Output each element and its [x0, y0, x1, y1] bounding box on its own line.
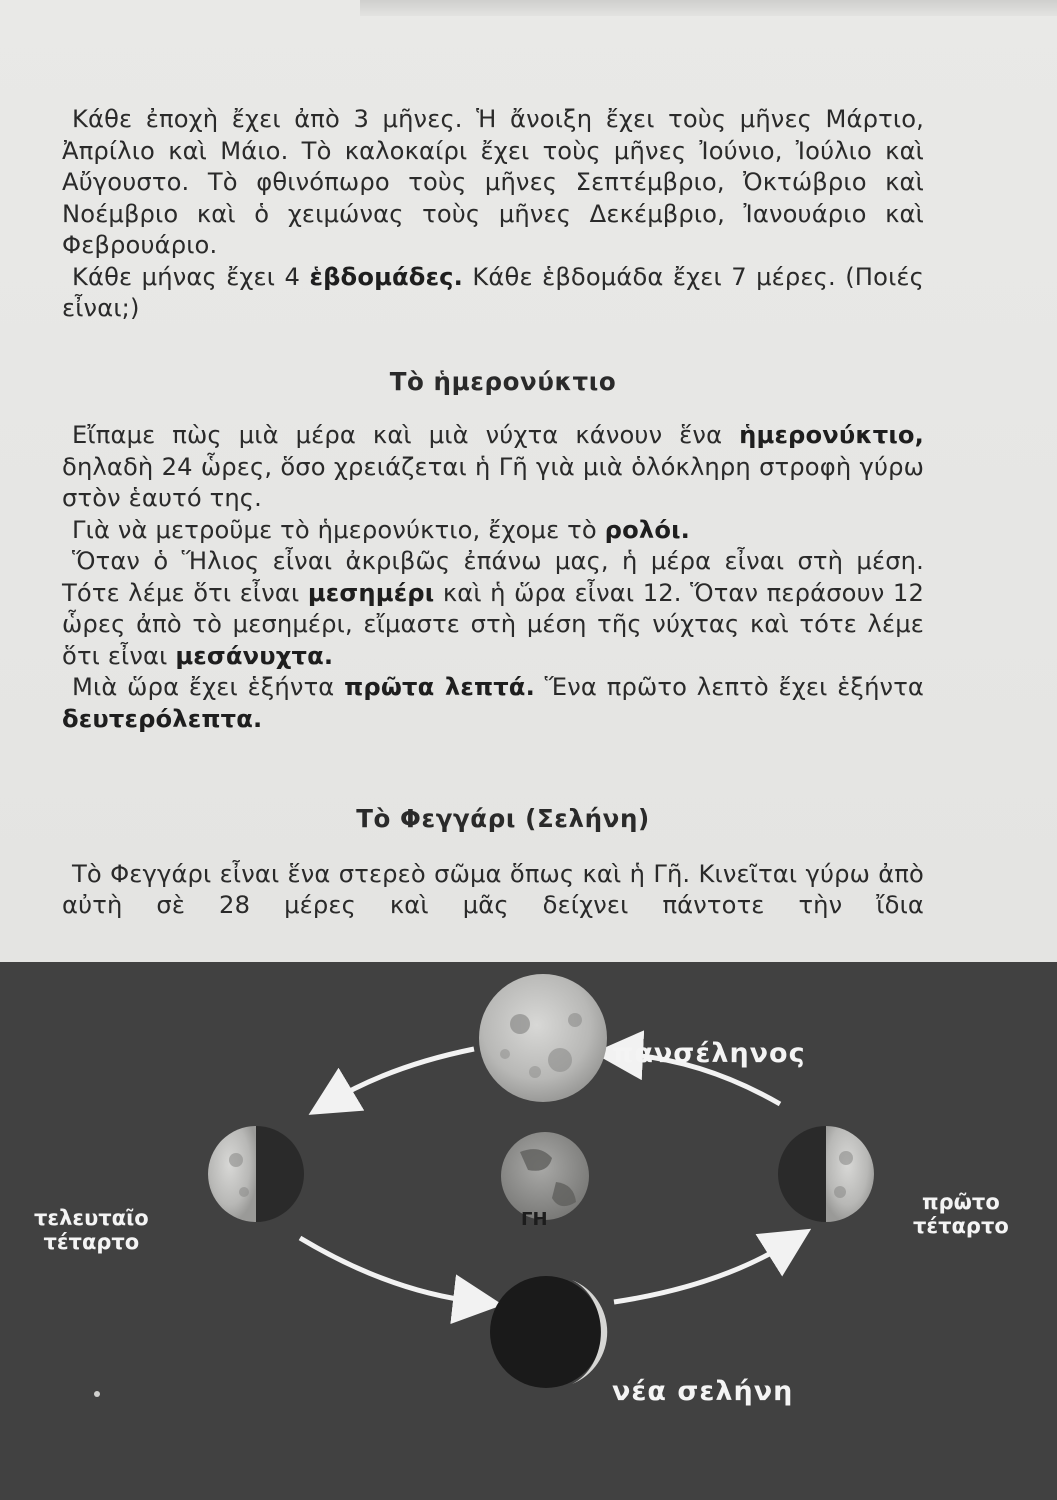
- label-last-quarter-line1: τελευταῖο: [34, 1206, 149, 1230]
- term-noon: μεσημέρι: [307, 578, 435, 607]
- intro-p2-text-end: Κάθε ἑβδομάδα ἔχει 7 μέρες. (Ποιές εἶναι;): [62, 262, 924, 322]
- text-body: [62, 104, 924, 922]
- earth-icon: [501, 1132, 589, 1220]
- term-midnight: μεσάνυχτα.: [175, 641, 334, 670]
- moon-phases-figure: [0, 962, 1057, 1500]
- p-text: Μιὰ ὥρα ἔχει ἑξήντα: [72, 673, 345, 701]
- label-earth: ΓΗ: [521, 1209, 548, 1230]
- term-minutes: πρῶτα λεπτά.: [344, 673, 535, 701]
- label-first-quarter-line2: τέταρτο: [913, 1214, 1009, 1238]
- term-weeks: ἑβδομάδες.: [309, 262, 464, 291]
- label-first-quarter-line1: πρῶτο: [922, 1190, 1000, 1214]
- p-text: Ἕνα πρῶτο λεπτὸ ἔχει ἑξήντα: [534, 673, 925, 701]
- paragraph-minutes-seconds: [62, 672, 924, 735]
- section-title-day-night: Τὸ ἡμερονύκτιο: [389, 366, 617, 396]
- arrow-last-quarter-to-new: [300, 1238, 478, 1302]
- p-text: καὶ ἡ ὥρα εἶναι 12. Ὅταν περάσουν 12 ὧρες ἀπὸ τὸ μεσημέρι, εἴμαστε στὴ μέση τῆς νύχτας καὶ τότε λέμε ὅτι εἶναι: [62, 578, 924, 670]
- section-title-moon: Τὸ Φεγγάρι (Σελήνη): [356, 804, 650, 833]
- p-text: δηλαδὴ 24 ὧρες, ὅσο χρειάζεται ἡ Γῆ γιὰ μιὰ ὁλόκληρη στροφὴ γύρω στὸν ἑαυτό της.: [62, 452, 924, 512]
- paragraph-day-night: [62, 420, 924, 515]
- arrow-full-to-last-quarter: [330, 1049, 474, 1102]
- first-quarter-moon-icon: [778, 1126, 874, 1222]
- paragraph-clock: [62, 515, 924, 547]
- arrow-new-to-first-quarter: [614, 1242, 790, 1302]
- label-last-quarter-line2: τέταρτο: [43, 1230, 140, 1254]
- label-first-quarter: [913, 1190, 1009, 1238]
- term-day-night: ἡμερονύκτιο,: [739, 421, 924, 449]
- last-quarter-moon-icon: [208, 1126, 304, 1222]
- moon-phases-illustration: [0, 962, 1057, 1500]
- label-new-moon: νέα σελήνη: [612, 1376, 794, 1407]
- page-top-edge: [360, 0, 1057, 16]
- p-text: Ὅταν ὁ Ἥλιος εἶναι ἀκριβῶς ἐπάνω μας, ἡ μέρα εἶναι στὴ μέση. Τότε λέμε ὅτι εἶναι: [62, 547, 924, 607]
- speck: [94, 1391, 100, 1397]
- new-moon-icon: [490, 1276, 607, 1388]
- paragraph-noon-midnight: [62, 546, 924, 672]
- label-last-quarter: [34, 1206, 149, 1254]
- p-text: Γιὰ νὰ μετροῦμε τὸ ἡμερονύκτιο, ἔχομε τὸ: [72, 515, 605, 544]
- full-moon-icon: [479, 974, 607, 1102]
- intro-paragraph-weeks: [62, 262, 924, 325]
- term-seconds: δευτερόλεπτα.: [62, 704, 263, 733]
- term-clock: ρολόι.: [604, 515, 691, 544]
- intro-p2-text: Κάθε μήνας ἔχει 4: [72, 262, 310, 291]
- paragraph-moon: Τὸ Φεγγάρι εἶναι ἕνα στερεὸ σῶμα ὅπως καὶ ἡ Γῆ. Κινεῖται γύρω ἀπὸ αὐτὴ σὲ 28 μέρες καὶ μᾶς δείχνει πάντοτε τὴν ἴδια: [62, 859, 924, 919]
- intro-paragraph-seasons: Κάθε ἐποχὴ ἔχει ἀπὸ 3 μῆνες. Ἡ ἄνοιξη ἔχει τοὺς μῆνες Μάρτιο, Ἀπρίλιο καὶ Μάιο. Τὸ καλοκαίρι ἔχει τοὺς μῆνες Ἰούνιο, Ἰούλιο καὶ Αὔγουστο. Τὸ φθινόπωρο τοὺς μῆνες Σεπτέμβριο, Ὀκτώβριο καὶ Νοέμβριο καὶ ὁ χειμώνας τοὺς μῆνες Δεκέμβριο, Ἰανουάριο καὶ Φεβρουάριο.: [62, 105, 924, 259]
- p-text: Εἴπαμε πὼς μιὰ μέρα καὶ μιὰ νύχτα κάνουν ἕνα: [72, 421, 740, 449]
- label-full-moon: πανσέληνος: [612, 1038, 806, 1069]
